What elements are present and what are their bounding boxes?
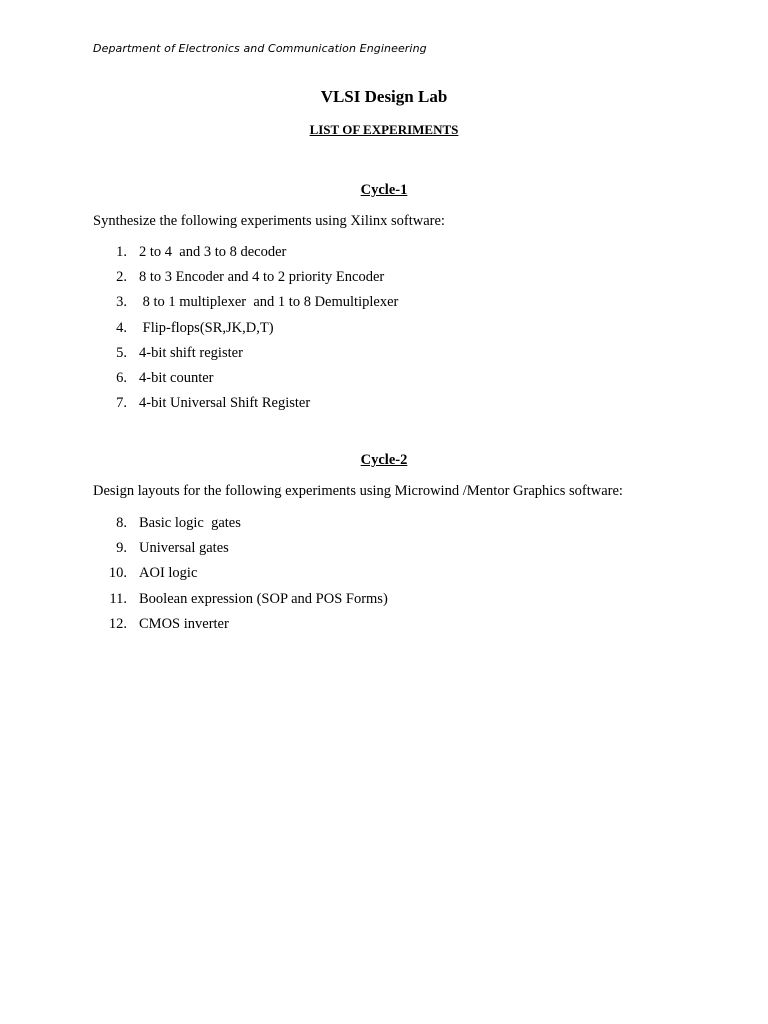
list-item	[0, 515, 768, 540]
experiment-number: 5.	[116, 344, 127, 361]
experiment-label: Flip-flops(SR,JK,D,T)	[139, 319, 274, 336]
experiment-number: 10.	[108, 565, 127, 582]
experiment-number: 9.	[116, 540, 127, 557]
experiment-label: 4-bit Universal Shift Register	[139, 395, 311, 412]
experiment-label: 4-bit shift register	[139, 344, 243, 361]
experiment-number: 2.	[116, 269, 127, 286]
cycle-1-heading: Cycle-1	[360, 182, 408, 198]
experiment-label: 2 to 4 and 3 to 8 decoder	[139, 244, 287, 260]
cycle-2-heading: Cycle-2	[360, 452, 408, 468]
document-subtitle: LIST OF EXPERIMENTS	[309, 122, 459, 137]
list-item	[0, 395, 768, 420]
experiment-number: 12.	[108, 615, 127, 632]
experiment-label: AOI logic	[139, 565, 198, 582]
experiment-label: CMOS inverter	[139, 615, 229, 632]
list-item	[0, 345, 768, 370]
experiment-label: 8 to 1 multiplexer and 1 to 8 Demultiplexer	[139, 294, 399, 311]
list-item	[0, 294, 768, 319]
cycle-1-intro: Synthesize the following experiments using Xilinx software:	[93, 213, 445, 229]
list-item	[0, 370, 768, 395]
experiment-number: 8.	[116, 515, 127, 531]
experiment-number: 7.	[116, 395, 127, 412]
department-header: Department of Electronics and Communication Engineering	[93, 42, 427, 55]
list-item	[0, 565, 768, 590]
cycle-2-intro: Design layouts for the following experiments using Microwind /Mentor Graphics software:	[93, 483, 623, 499]
list-item	[0, 320, 768, 345]
experiment-label: 8 to 3 Encoder and 4 to 2 priority Encoder	[139, 269, 385, 286]
cycle-1-experiment-list	[0, 244, 768, 420]
experiment-number: 11.	[109, 590, 127, 607]
cycle-2-experiment-list	[0, 515, 768, 641]
list-item	[0, 540, 768, 565]
list-item	[0, 244, 768, 269]
list-item	[0, 269, 768, 294]
experiment-label: Universal gates	[139, 540, 229, 557]
document-title: VLSI Design Lab	[320, 87, 448, 106]
experiment-label: Boolean expression (SOP and POS Forms)	[139, 590, 388, 607]
experiment-label: Basic logic gates	[139, 515, 241, 531]
experiment-number: 3.	[116, 294, 127, 311]
experiment-number: 1.	[116, 244, 127, 260]
experiment-number: 6.	[116, 369, 127, 386]
list-item	[0, 616, 768, 641]
experiment-label: 4-bit counter	[139, 369, 214, 386]
list-item	[0, 591, 768, 616]
experiment-number: 4.	[116, 319, 127, 336]
